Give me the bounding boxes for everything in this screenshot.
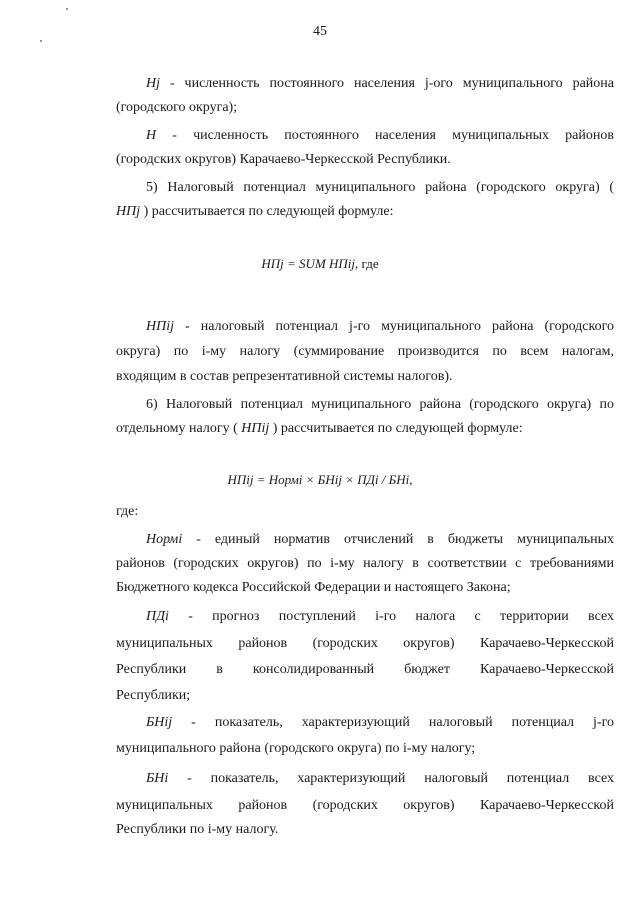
definition-text: (городских округов) Карачаево-Черкесской Республики.: [116, 152, 451, 167]
item-5-line2: [116, 200, 614, 224]
definition-text: - прогноз поступлений i-го налога с территории всех: [168, 609, 614, 624]
formula-expression: НПij = Нормi × БНij × ПДi / БНi: [227, 472, 410, 487]
var-npj: НПj: [116, 204, 141, 219]
formula-tail: ,: [409, 472, 413, 487]
paragraph-text: ) рассчитывается по следующей формуле:: [269, 421, 523, 436]
definition-pdi-line1: [116, 605, 614, 629]
definition-normi-line1: [116, 528, 614, 552]
paragraph-text: ) рассчитывается по следующей формуле:: [140, 204, 394, 219]
where-label: [116, 500, 614, 524]
definition-text: районов (городских округов) по i-му налогу в соответствии с требованиями: [116, 556, 614, 571]
definition-npij-line2: [116, 340, 614, 364]
paragraph-text: отдельному налогу (: [116, 421, 242, 436]
var-bni: БНi: [146, 771, 169, 786]
var-npij: НПij: [146, 319, 174, 334]
formula-2: [0, 472, 640, 488]
definition-bnij-line1: [116, 711, 614, 735]
definition-text: муниципальных районов (городских округов) Карачаево-Черкесской: [116, 798, 614, 813]
definition-normi-line3: [116, 576, 614, 600]
definition-text: - показатель, характеризующий налоговый потенциал всех: [168, 771, 614, 786]
definition-pdi-line4: [116, 684, 614, 708]
definition-bnij-line2: [116, 737, 614, 761]
definition-bni-line2: [116, 794, 614, 818]
var-bnij: БНij: [146, 715, 173, 730]
var-h: H: [146, 128, 157, 143]
definition-h-line1: [116, 124, 614, 148]
definition-hj-line2: [116, 96, 614, 120]
definition-pdi-line3: [116, 658, 614, 682]
definition-h-line2: [116, 148, 614, 172]
definition-text: (городского округа);: [116, 100, 238, 115]
paragraph-text: где:: [116, 504, 139, 519]
definition-bni-line1: [116, 767, 614, 791]
var-npij: НПij: [241, 421, 270, 436]
var-normi: Нормi: [146, 532, 183, 547]
definition-text: - единый норматив отчислений в бюджеты муниципальных: [182, 532, 614, 547]
definition-bni-line3: [116, 818, 614, 842]
definition-text: Республики;: [116, 688, 191, 703]
formula-expression: НПj = SUM НПij: [261, 256, 356, 271]
formula-1: [0, 256, 640, 272]
definition-text: - численность постоянного населения j-ого муниципального района: [160, 76, 614, 91]
definition-text: входящим в состав репрезентативной системы налогов).: [116, 369, 453, 384]
paragraph-text: 5) Налоговый потенциал муниципального района (городского округа) (: [146, 180, 614, 195]
item-6-line1: [116, 393, 614, 417]
definition-text: муниципального района (городского округа) по i-му налогу;: [116, 741, 476, 756]
scan-speck: [40, 40, 42, 42]
paragraph-text: 6) Налоговый потенциал муниципального района (городского округа) по: [146, 397, 614, 412]
definition-text: муниципальных районов (городских округов) Карачаево-Черкесской: [116, 636, 614, 651]
definition-text: округа) по i-му налогу (суммирование производится по всем налогам,: [116, 344, 614, 359]
definition-text: Республики в консолидированный бюджет Карачаево-Черкесской: [116, 662, 614, 677]
definition-text: - показатель, характеризующий налоговый потенциал j-го: [172, 715, 614, 730]
definition-text: Бюджетного кодекса Российской Федерации и настоящего Закона;: [116, 580, 511, 595]
definition-hj-line1: [116, 72, 614, 96]
definition-text: Республики по i-му налогу.: [116, 822, 279, 837]
definition-text: - налоговый потенциал j-го муниципального района (городского: [174, 319, 614, 334]
definition-pdi-line2: [116, 632, 614, 656]
formula-tail: , где: [355, 256, 379, 271]
var-pdi: ПДi: [146, 609, 169, 624]
item-6-line2: [116, 417, 614, 441]
var-hj: Hj: [146, 76, 160, 91]
definition-npij-line1: [116, 315, 614, 339]
scan-speck: [66, 8, 68, 10]
definition-text: - численность постоянного населения муниципальных районов: [156, 128, 614, 143]
definition-normi-line2: [116, 552, 614, 576]
item-5-line1: [116, 176, 614, 200]
page-number: 45: [313, 24, 327, 39]
definition-npij-line3: [116, 365, 614, 389]
